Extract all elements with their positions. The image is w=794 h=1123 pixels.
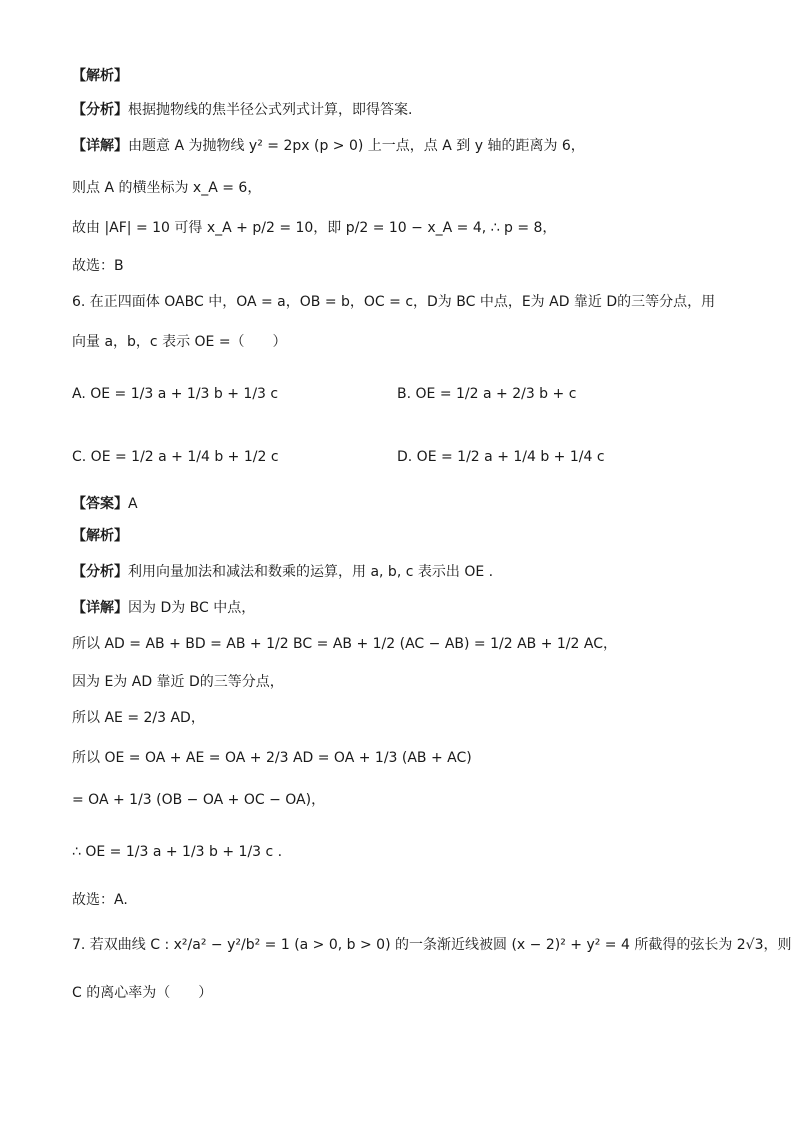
q6-step-5: = OA + 1/3 (OB − OA + OC − OA)， [72,792,326,808]
q6-choice: 故选：A. [72,892,128,908]
q5-choice: 故选：B [72,258,124,274]
q5-detail-text: 由题意 A 为抛物线 y² = 2px (p > 0) 上一点，点 A 到 y 轴的距离为 6， [128,138,585,154]
q5-detail-tag: 【详解】 [72,138,128,154]
q5-step-1: 则点 A 的横坐标为 x_A = 6， [72,180,262,196]
q5-analysis-tag: 【分析】 [72,102,128,118]
q7-stem-line-1: 7. 若双曲线 C : x²/a² − y²/b² = 1 (a > 0, b > 0) 的一条渐近线被圆 (x − 2)² + y² = 4 所截得的弦长为 2√3，则 [72,937,792,953]
q6-option-a: A. OE = 1/3 a + 1/3 b + 1/3 c [72,386,279,402]
q6-answer-value: A [128,496,138,512]
q6-answer [72,494,138,514]
q6-analysis-text: 利用向量加法和减法和数乘的运算，用 a, b, c 表示出 OE . [128,564,494,580]
q6-detail-tag: 【详解】 [72,600,128,616]
q7-stem-line-2: C 的离心率为（ ） [72,985,213,1001]
q5-step-2: 故由 |AF| = 10 可得 x_A + p/2 = 10，即 p/2 = 10 − x_A = 4, ∴ p = 8， [72,220,557,236]
q6-answer-tag: 【答案】 [72,496,128,512]
q6-option-b: B. OE = 1/2 a + 2/3 b + c [397,386,577,402]
q6-step-3: 所以 AE = 2/3 AD， [72,710,205,726]
q6-detail [72,598,255,618]
q6-detail-text: 因为 D为 BC 中点， [128,600,256,616]
q6-step-6: ∴ OE = 1/3 a + 1/3 b + 1/3 c . [72,844,283,860]
q6-option-d: D. OE = 1/2 a + 1/4 b + 1/4 c [397,449,605,465]
q6-jiexi-heading: 【解析】 [72,528,128,544]
q5-analysis [72,100,412,120]
q6-stem-line-1: 6. 在正四面体 OABC 中，OA = a，OB = b，OC = c，D为 BC 中点，E为 AD 靠近 D的三等分点，用 [72,294,716,310]
q6-step-2: 因为 E为 AD 靠近 D的三等分点， [72,674,284,690]
q6-analysis-tag: 【分析】 [72,564,128,580]
q6-step-1: 所以 AD = AB + BD = AB + 1/2 BC = AB + 1/2 (AC − AB) = 1/2 AB + 1/2 AC， [72,636,617,652]
q6-stem-line-2: 向量 a，b，c 表示 OE =（ ） [72,334,287,350]
q5-detail [72,136,585,156]
q5-jiexi-heading: 【解析】 [72,68,128,84]
q6-step-4: 所以 OE = OA + AE = OA + 2/3 AD = OA + 1/3 (AB + AC) [72,750,472,766]
q6-analysis [72,562,493,582]
q6-option-c: C. OE = 1/2 a + 1/4 b + 1/2 c [72,449,279,465]
q5-analysis-text: 根据抛物线的焦半径公式列式计算，即得答案. [128,102,413,118]
